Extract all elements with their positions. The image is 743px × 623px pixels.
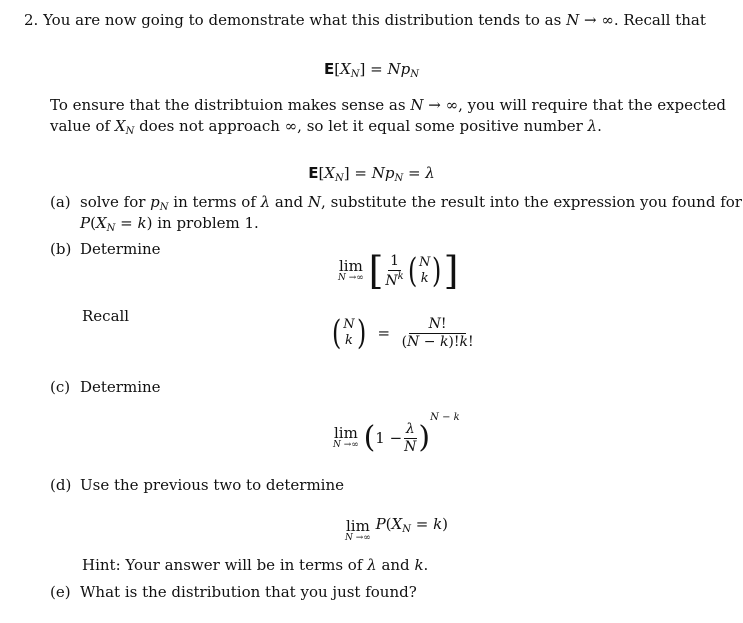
part-d-text: Use the previous two to determine [80, 476, 345, 494]
equation-expectation: $E[X_N] = Np_N$ [324, 60, 419, 80]
problem-intro-line: 2. You are now going to demonstrate what this distribution tends to as N → ∞. Recall that [24, 11, 706, 29]
part-b-label: (b) [50, 240, 72, 258]
part-e-label: (e) [50, 583, 71, 601]
fraction-lambda-over-n: $\frac{\lambda}{N}$ [404, 421, 417, 455]
part-b [50, 240, 161, 258]
part-e [50, 583, 417, 601]
limit-expression-c: lim N →∞ (1 − $\frac{\lambda}{N}$ )$^{N - k}$ [333, 412, 460, 455]
factorial-fraction: $\frac{N!}{(N - k)!k!}$ [401, 316, 474, 350]
problem-number: 2. [24, 11, 39, 29]
paragraph-line-1: To ensure that the distribtuion makes sense as N → ∞, you will require that the expected [50, 96, 726, 114]
lim-operator: lim N →∞ [338, 257, 364, 283]
part-c-label: (c) [50, 378, 71, 396]
part-b-text: Determine [80, 240, 161, 258]
part-a-label: (a) [50, 193, 71, 211]
fraction-one-over-nk: $\frac{1}{N^k}$ [385, 253, 404, 289]
hint-text: Hint: Your answer will be in terms of λ and k. [82, 556, 429, 574]
binomial-n-k: ( N k ) [407, 251, 442, 291]
part-a-line-2: $P(X_N = k)$ in problem 1. [80, 214, 259, 234]
limit-expression-b: lim N →∞ [ $\frac{1}{N^k}$ ( N k ) ] [338, 249, 459, 293]
part-a: (a) solve for $p_N$ in terms of λ and N, substitute the result into the expression you found for [50, 193, 742, 213]
part-c-text: Determine [80, 378, 161, 396]
binomial-definition: ( N k ) = $\frac{N!}{(N - k)!k!}$ [331, 313, 474, 353]
part-d-label: (d) [50, 476, 72, 494]
equation-expectation-lambda: $E[X_N] = Np_N = \lambda$ [308, 164, 435, 184]
recall-label: Recall [82, 307, 130, 325]
part-e-text: What is the distribution that you just found? [80, 583, 417, 601]
part-d [50, 476, 344, 494]
paragraph-line-2: value of $X_N$ does not approach ∞, so let it equal some positive number λ. [50, 117, 602, 137]
limit-expression-d: lim N →∞ $P(X_N = k)$ [345, 515, 449, 543]
part-c [50, 378, 161, 396]
